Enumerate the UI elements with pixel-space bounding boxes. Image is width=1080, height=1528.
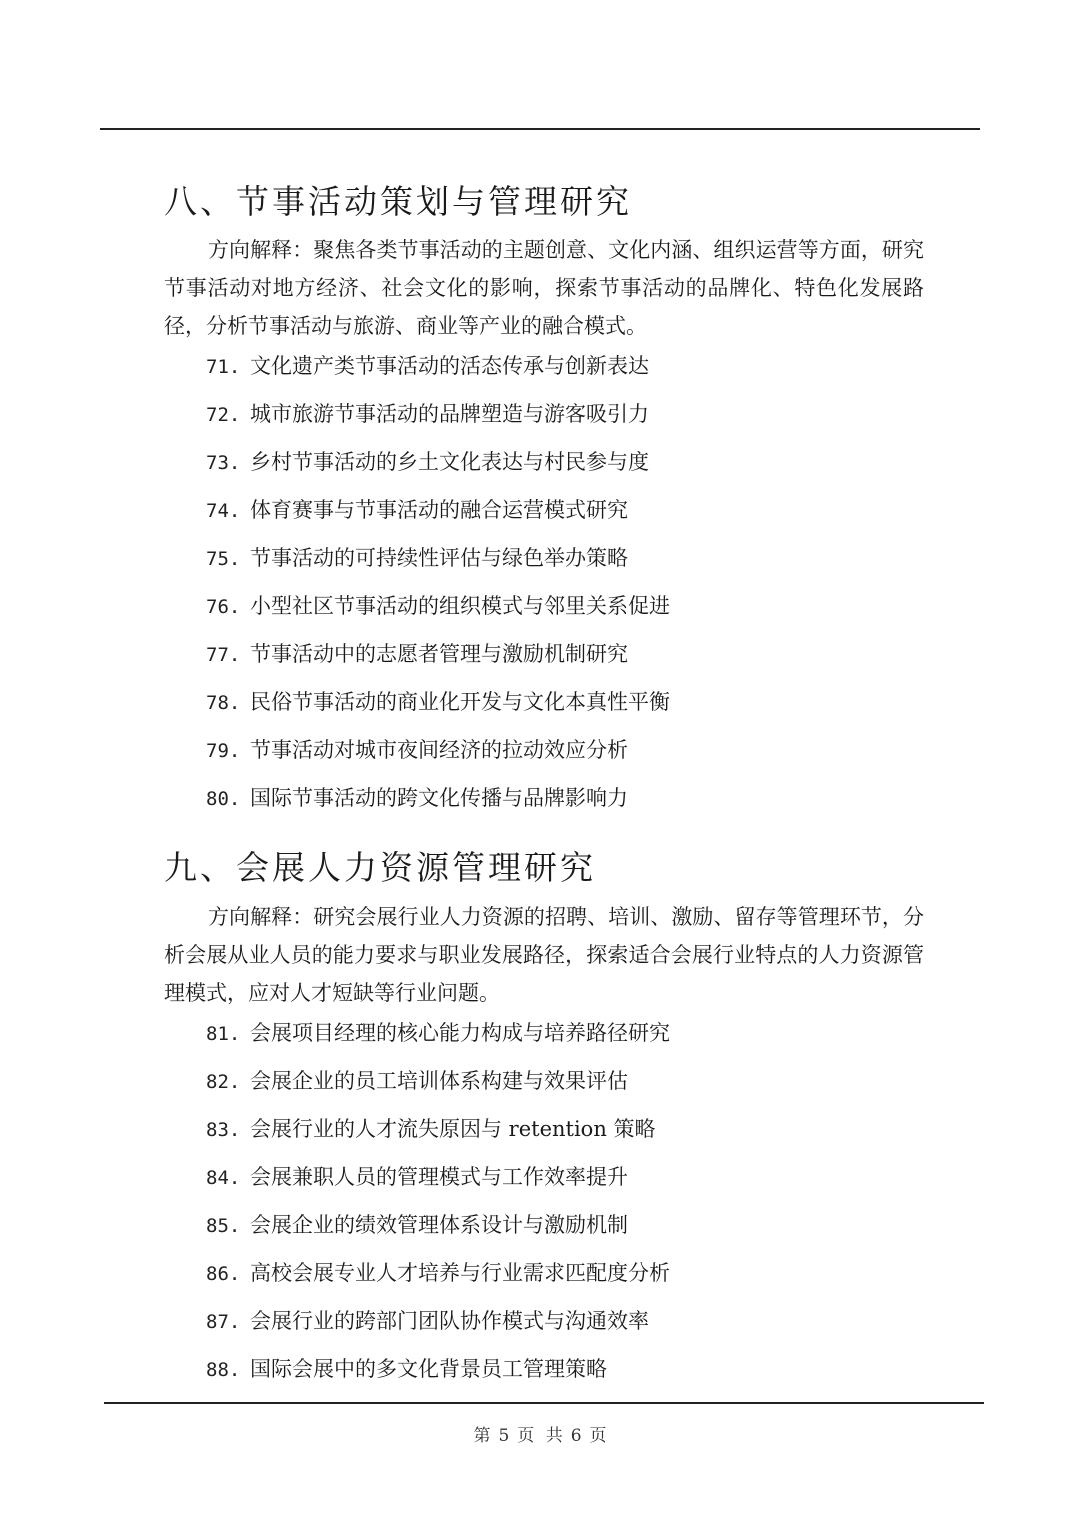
footer-suffix: 页: [589, 1426, 607, 1446]
list-item: [206, 444, 966, 492]
list-item: [206, 684, 966, 732]
item-text: 高校会展专业人才培养与行业需求匹配度分析: [250, 1261, 670, 1285]
topic-list: [206, 1015, 966, 1399]
section-title: 九、会展人力资源管理研究: [164, 848, 596, 887]
current-page-number: 5: [498, 1426, 510, 1446]
item-number: 84.: [206, 1167, 241, 1189]
list-item: [206, 396, 966, 444]
list-item: [206, 492, 966, 540]
item-text: 会展行业的人才流失原因与 retention 策略: [250, 1117, 656, 1141]
item-number: 81.: [206, 1023, 241, 1045]
footer-prefix: 第: [473, 1426, 491, 1446]
item-text: 会展企业的绩效管理体系设计与激励机制: [250, 1213, 628, 1237]
item-number: 82.: [206, 1071, 241, 1093]
item-number: 75.: [206, 548, 241, 570]
section-explanation: 方向解释：聚焦各类节事活动的主题创意、文化内涵、组织运营等方面，研究节事活动对地方经济、社会文化的影响，探索节事活动的品牌化、特色化发展路径，分析节事活动与旅游、商业等产业的融合模式。: [164, 238, 924, 338]
item-text: 国际会展中的多文化背景员工管理策略: [250, 1357, 607, 1381]
page-footer: [0, 1424, 1080, 1448]
item-number: 85.: [206, 1215, 241, 1237]
list-item: [206, 780, 966, 828]
item-text: 小型社区节事活动的组织模式与邻里关系促进: [250, 594, 670, 618]
item-text: 会展行业的跨部门团队协作模式与沟通效率: [250, 1309, 649, 1333]
list-item: [206, 348, 966, 396]
item-number: 80.: [206, 788, 241, 810]
item-number: 83.: [206, 1119, 241, 1141]
item-text: 节事活动的可持续性评估与绿色举办策略: [250, 546, 628, 570]
list-item: [206, 1063, 966, 1111]
list-item: [206, 1255, 966, 1303]
item-text: 会展项目经理的核心能力构成与培养路径研究: [250, 1021, 670, 1045]
item-text: 国际节事活动的跨文化传播与品牌影响力: [250, 786, 628, 810]
item-number: 73.: [206, 452, 241, 474]
list-item: [206, 1111, 966, 1159]
total-page-number: 6: [570, 1426, 582, 1446]
item-number: 88.: [206, 1359, 241, 1381]
footer-middle: 页 共: [517, 1426, 563, 1446]
list-item: [206, 1351, 966, 1399]
footer-rule: [104, 1402, 984, 1404]
list-item: [206, 1303, 966, 1351]
item-text: 体育赛事与节事活动的融合运营模式研究: [250, 498, 628, 522]
topic-list: [206, 348, 966, 828]
section-explanation: 方向解释：研究会展行业人力资源的招聘、培训、激励、留存等管理环节，分析会展从业人员的能力要求与职业发展路径，探索适合会展行业特点的人力资源管理模式，应对人才短缺等行业问题。: [164, 905, 924, 1005]
item-number: 78.: [206, 692, 241, 714]
item-text: 会展兼职人员的管理模式与工作效率提升: [250, 1165, 628, 1189]
section-title: 八、节事活动策划与管理研究: [164, 182, 632, 221]
item-text: 节事活动中的志愿者管理与激励机制研究: [250, 642, 628, 666]
item-text: 会展企业的员工培训体系构建与效果评估: [250, 1069, 628, 1093]
item-number: 71.: [206, 356, 241, 378]
list-item: [206, 732, 966, 780]
item-text: 乡村节事活动的乡土文化表达与村民参与度: [250, 450, 649, 474]
item-text: 节事活动对城市夜间经济的拉动效应分析: [250, 738, 628, 762]
list-item: [206, 540, 966, 588]
item-number: 76.: [206, 596, 241, 618]
item-number: 72.: [206, 404, 241, 426]
header-rule: [100, 128, 980, 130]
list-item: [206, 1207, 966, 1255]
list-item: [206, 588, 966, 636]
item-number: 87.: [206, 1311, 241, 1333]
item-text: 文化遗产类节事活动的活态传承与创新表达: [250, 354, 649, 378]
item-number: 77.: [206, 644, 241, 666]
item-text: 城市旅游节事活动的品牌塑造与游客吸引力: [250, 402, 649, 426]
item-text: 民俗节事活动的商业化开发与文化本真性平衡: [250, 690, 670, 714]
list-item: [206, 1015, 966, 1063]
item-number: 86.: [206, 1263, 241, 1285]
item-number: 74.: [206, 500, 241, 522]
list-item: [206, 1159, 966, 1207]
item-number: 79.: [206, 740, 241, 762]
list-item: [206, 636, 966, 684]
